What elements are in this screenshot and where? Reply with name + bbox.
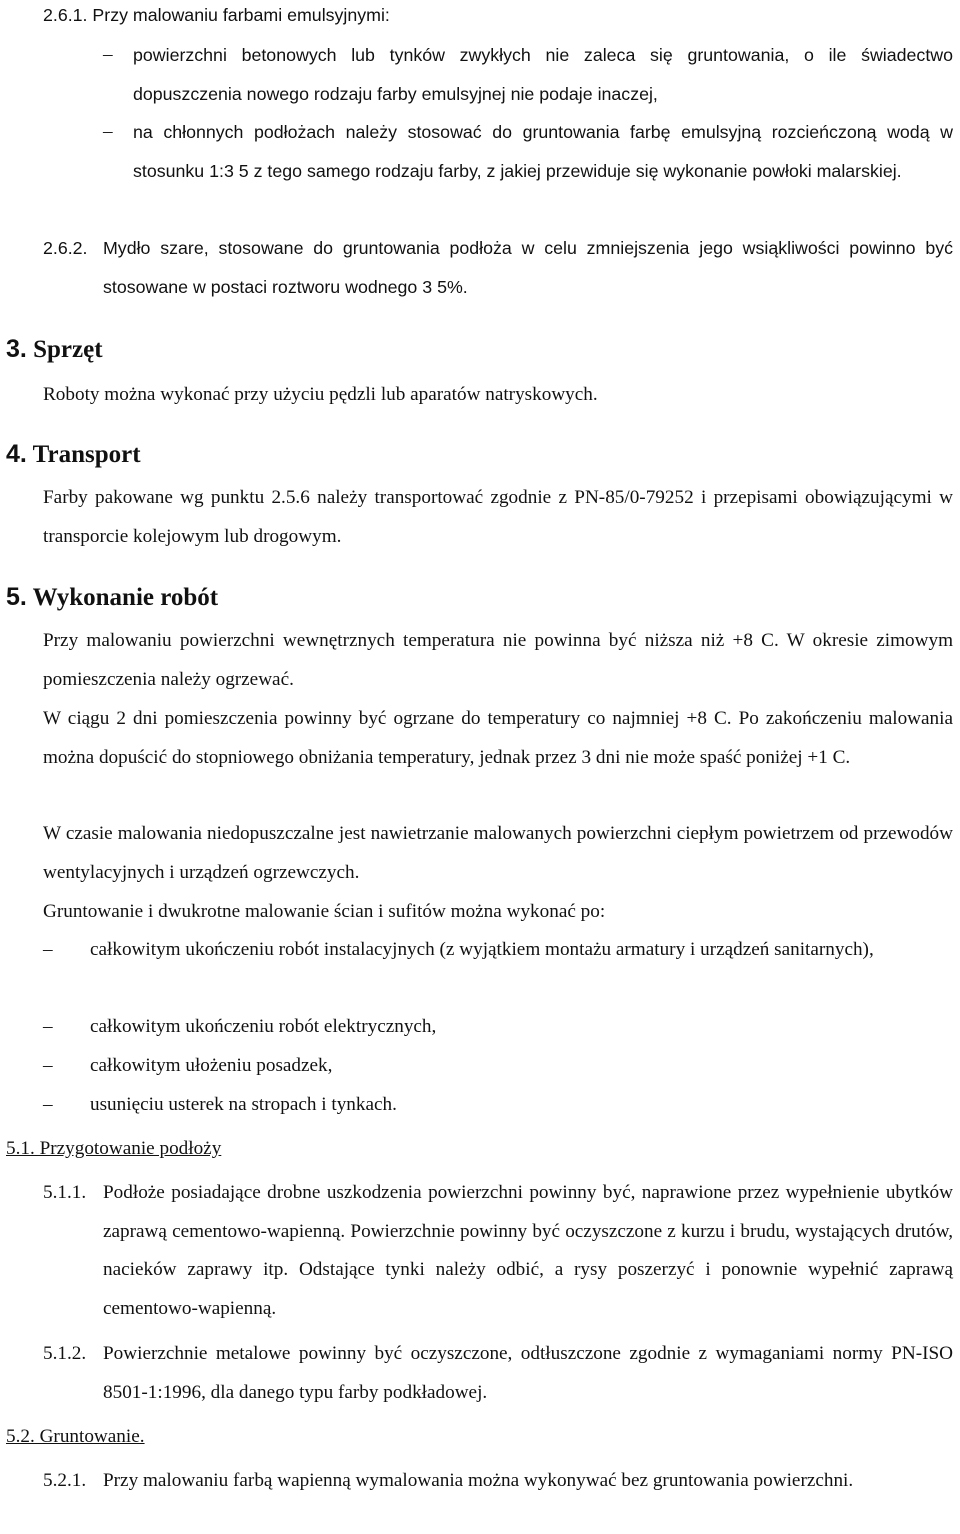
list-item-5-d: usunięciu usterek na stropach i tynkach. bbox=[90, 1094, 397, 1115]
section-5-2-heading: 5.2. Gruntowanie. bbox=[6, 1426, 145, 1447]
heading-number: 4. bbox=[6, 440, 27, 468]
list-item-5-b: całkowitym ukończeniu robót elektrycznych, bbox=[90, 1016, 437, 1037]
heading-4 bbox=[6, 438, 141, 471]
section-3-text: Roboty można wykonać przy użyciu pędzli lub aparatów natryskowych. bbox=[43, 384, 598, 405]
heading-5 bbox=[6, 581, 218, 614]
section-5-1-1-text: Podłoże posiadające drobne uszkodzenia powierzchni powinny być, naprawione przez wypełnienie ubytków zaprawą cementowo-wapienną. Powierzchnie powinny być oczyszczone z kurzu i brudu, wystających drutów, nacieków zaprawy itp. Odstające tynki należy odbić, a rysy poszerzyć i ponownie wypełnić zaprawą cementowo-wapienną. bbox=[103, 1182, 953, 1320]
list-item-2-6-1-a: powierzchni betonowych lub tynków zwykłych nie zaleca się gruntowania, o ile świadectwo dopuszczenia nowego rodzaju farby emulsyjnej nie podaje inaczej, bbox=[133, 45, 953, 104]
section-5-paragraph-1: Przy malowaniu powierzchni wewnętrznych temperatura nie powinna być niższa niż +8 C. W okresie zimowym pomieszczenia należy ogrzewać. bbox=[43, 630, 953, 690]
heading-title: Wykonanie robót bbox=[32, 584, 219, 611]
dash-bullet: – bbox=[43, 1016, 53, 1037]
section-5-paragraph-2: W ciągu 2 dni pomieszczenia powinny być ogrzane do temperatury co najmniej +8 C. Po zakończeniu malowania można dopuścić do stopniowego obniżania temperatury, jednak przez 3 dni nie może spaść poniżej +1 C. bbox=[43, 708, 953, 768]
dash-bullet: – bbox=[103, 121, 113, 142]
section-5-1-1-number: 5.1.1. bbox=[43, 1182, 87, 1203]
dash-bullet: – bbox=[103, 44, 113, 65]
section-5-1-2-number: 5.1.2. bbox=[43, 1343, 87, 1364]
dash-bullet: – bbox=[43, 939, 53, 960]
list-item-2-6-1-b: na chłonnych podłożach należy stosować do gruntowania farbę emulsyjną rozcieńczoną wodą w stosunku 1:3 5 z tego samego rodzaju farby, z jakiej przewiduje się wykonanie powłoki malarskiej. bbox=[133, 122, 953, 181]
section-5-paragraph-3: W czasie malowania niedopuszczalne jest nawietrzanie malowanych powierzchni ciepłym powietrzem od przewodów wentylacyjnych i urządzeń ogrzewczych. bbox=[43, 823, 953, 883]
section-2-6-2-number: 2.6.2. bbox=[43, 238, 88, 258]
section-4-text: Farby pakowane wg punktu 2.5.6 należy transportować zgodnie z PN-85/0-79252 i przepisami obowiązującymi w transporcie kolejowym lub drogowym. bbox=[43, 487, 953, 547]
dash-bullet: – bbox=[43, 1055, 53, 1076]
section-5-2-1-text: Przy malowaniu farbą wapienną wymalowania można wykonywać bez gruntowania powierzchni. bbox=[103, 1470, 854, 1491]
list-item-5-a: całkowitym ukończeniu robót instalacyjnych (z wyjątkiem montażu armatury i urządzeń sanitarnych), bbox=[90, 939, 874, 960]
heading-title: Sprzęt bbox=[33, 336, 103, 363]
list-item-5-c: całkowitym ułożeniu posadzek, bbox=[90, 1055, 333, 1076]
section-5-1-2-text: Powierzchnie metalowe powinny być oczyszczone, odtłuszczone zgodnie z wymaganiami normy PN-ISO 8501-1:1996, dla danego typu farby podkładowej. bbox=[103, 1343, 953, 1403]
section-5-1-heading: 5.1. Przygotowanie podłoży bbox=[6, 1138, 222, 1159]
section-2-6-1-heading: 2.6.1. Przy malowaniu farbami emulsyjnymi: bbox=[43, 5, 390, 25]
dash-bullet: – bbox=[43, 1094, 53, 1115]
heading-number: 3. bbox=[6, 335, 27, 363]
section-2-6-2-text: Mydło szare, stosowane do gruntowania podłoża w celu zmniejszenia jego wsiąkliwości powinno być stosowane w postaci roztworu wodnego 3 5%. bbox=[103, 238, 953, 297]
heading-3 bbox=[6, 333, 103, 366]
section-5-paragraph-4: Gruntowanie i dwukrotne malowanie ścian i sufitów można wykonać po: bbox=[43, 901, 606, 922]
section-5-2-1-number: 5.2.1. bbox=[43, 1470, 87, 1491]
heading-title: Transport bbox=[32, 441, 141, 468]
heading-number: 5. bbox=[6, 583, 27, 611]
